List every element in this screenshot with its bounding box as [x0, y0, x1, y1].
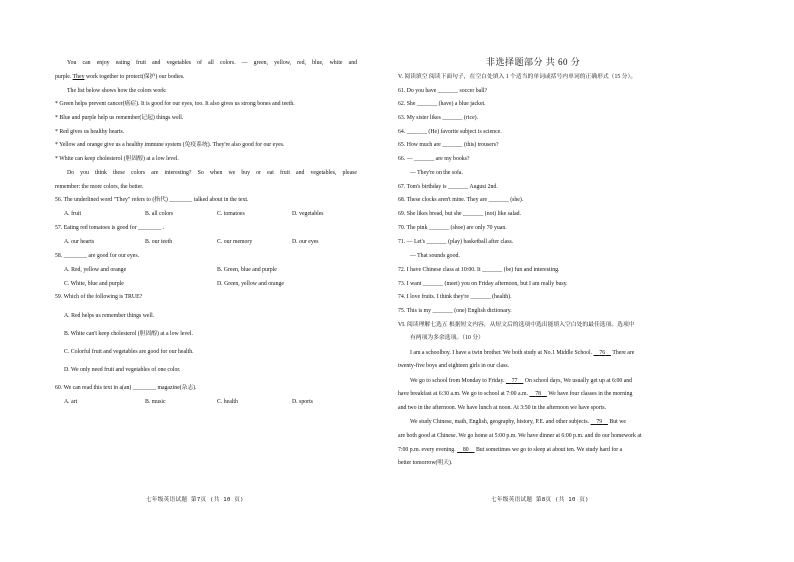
passage-line: * White can keep cholesterol (胆固醇) at a low level.: [55, 156, 179, 162]
passage-line: * Green helps prevent cancer(癌症). It is good for our eyes, too. It also gives us strong bones and teeth.: [55, 101, 295, 107]
passage-line: and two in the afternoon. We have lunch at noon. At 3:50 in the afternoon we have sports.: [398, 405, 607, 411]
passage-line: Do you think these colors are interesting? So when we buy or eat fruit and vegetables, please: [67, 170, 357, 176]
section-6-heading: 有两项为多余选项。（10 分）: [410, 335, 484, 341]
passage-line: * Yellow and orange give us a healthy immune system (免疫系统). They're also good for our eyes.: [55, 142, 285, 148]
passage-line: * Blue and purple help us remember(记起) things well.: [55, 115, 184, 121]
question-60: 60. We can read this text in a(an) ________ magazine(杂志).: [55, 385, 197, 391]
option: A. art: [64, 399, 78, 405]
option: B. White can't keep cholesterol (胆固醇) at a low level.: [64, 331, 193, 337]
question-58: 58. ________ are good for our eyes.: [55, 253, 140, 259]
fill-item: 62. She _______ (have) a blue jacket.: [398, 101, 486, 107]
question-57: 57. Eating red tomatoes is good for ________ .: [55, 225, 165, 231]
passage-line: purple. They work together to protect(保护) our bodies.: [55, 74, 185, 80]
option: A. our hearts: [64, 239, 95, 245]
option: D. We only need fruit and vegetables of one color.: [64, 367, 181, 373]
passage-line: twenty-five boys and eighteen girls in our class.: [398, 363, 510, 369]
passage-line: are both good at Chinese. We go home at 5:00 p.m. We have dinner at 6:00 p.m. and do our homework at: [398, 433, 642, 439]
option: A. fruit: [64, 211, 82, 217]
fill-item: 73. I want _______ (meet) you on Friday afternoon, but I am really busy.: [398, 281, 568, 287]
passage-line: We go to school from Monday to Friday. 77 On school days, We usually get up at 6:00 and: [410, 378, 633, 384]
fill-item: 64. _______ (He) favorite subject is science.: [398, 129, 502, 135]
section-6-heading: VI. 阅读理解七选五 根据短文内容，从短文后的选项中选出能填入空白处的最佳选项。选项中: [398, 322, 635, 328]
fill-item: 65. How much are _______ (this) trousers?: [398, 142, 499, 148]
passage-line: have breakfast at 6:30 a.m. We go to school at 7:00 a.m. 78 We have four classes in the morning: [398, 391, 633, 397]
option: C. Colorful fruit and vegetables are good for our health.: [64, 349, 194, 355]
question-56: 56. The underlined word "They" refers to (指代) ________ talked about in the text.: [55, 197, 249, 203]
section-5-heading: V. 阅读填空 阅读下面句子，在空白处填入 1 个适当的单词或括号内单词的正确形式（15 分）。: [398, 74, 637, 80]
option: C. White, blue and purple: [64, 281, 124, 287]
option: B. all colors: [145, 211, 174, 217]
fill-item: — They're on the sofa.: [410, 170, 463, 176]
passage-line: You can enjoy eating fruit and vegetables of all colors. — green, yellow, red, blue, white and: [67, 60, 357, 66]
passage-line: remember: the more colors, the better.: [55, 184, 144, 190]
fill-item: 72. I have Chinese class at 10:00. It _______ (be) fun and interesting.: [398, 267, 560, 273]
option: B. music: [145, 399, 166, 405]
fill-item: — That sounds good.: [410, 253, 460, 259]
fill-item: 74. I love fruits. I think they're _______ (health).: [398, 294, 512, 300]
fill-item: 68. These clocks aren't mine. They are _______ (she).: [398, 197, 524, 203]
fill-item: 75. This is my _______ (one) English dictionary.: [398, 308, 512, 314]
blank-77: 77: [511, 378, 518, 384]
fill-item: 71. — Let's _______ (play) basketball after class.: [398, 239, 514, 245]
fill-item: 69. She likes bread, but she _______ (not) like salad.: [398, 211, 521, 217]
fill-item: 61. Do you have _______ soccer ball?: [398, 88, 488, 94]
option: B. our teeth: [145, 239, 173, 245]
passage-line: I am a schoolboy. I have a twin brother. We both study at No.1 Middle School. 76 There are: [410, 350, 635, 356]
passage-line: better tomorrow(明天).: [398, 460, 453, 466]
option: C. our memory: [217, 239, 253, 245]
passage-line: 7:00 p.m. every evening. 80 But sometimes we go to sleep at about ten. We study hard for a: [398, 447, 623, 453]
blank-78: 78: [535, 391, 542, 397]
passage-line: We study Chinese, math, English, geography, history, P.E. and other subjects. 79 But we: [410, 419, 626, 425]
option: C. tomatoes: [217, 211, 245, 217]
option: D. sports: [292, 399, 313, 405]
option: D. Green, yellow and orange: [217, 281, 284, 287]
option: A. Red, yellow and orange: [64, 267, 127, 273]
fill-item: 63. My sister likes _______ (rice).: [398, 115, 479, 121]
page-footer: 七年级英语试题 第8页 (共 10 页): [491, 497, 589, 503]
blank-79: 79: [596, 419, 603, 425]
option: A. Red helps us remember things well.: [64, 313, 155, 319]
option: D. our eyes: [292, 239, 319, 245]
option: C. health: [217, 399, 238, 405]
section-title: 非选择题部分 共 60 分: [486, 57, 581, 67]
page-footer: 七年级英语试题 第7页 (共 10 页): [146, 497, 244, 503]
blank-80: 80: [462, 447, 469, 453]
option: B. Green, blue and purple: [217, 267, 277, 273]
option: D. vegetables: [292, 211, 324, 217]
blank-76: 76: [599, 350, 606, 356]
fill-item: 66. — _______ are my books?: [398, 156, 470, 162]
question-59: 59. Which of the following is TRUE?: [55, 294, 143, 300]
fill-item: 70. The pink _______ (shoe) are only 70 yuan.: [398, 225, 507, 231]
passage-line: * Red gives us healthy hearts.: [55, 129, 125, 135]
fill-item: 67. Tom's birthday is _______ August 2nd.: [398, 184, 498, 190]
passage-line: The list below shows how the colors work:: [67, 88, 167, 94]
